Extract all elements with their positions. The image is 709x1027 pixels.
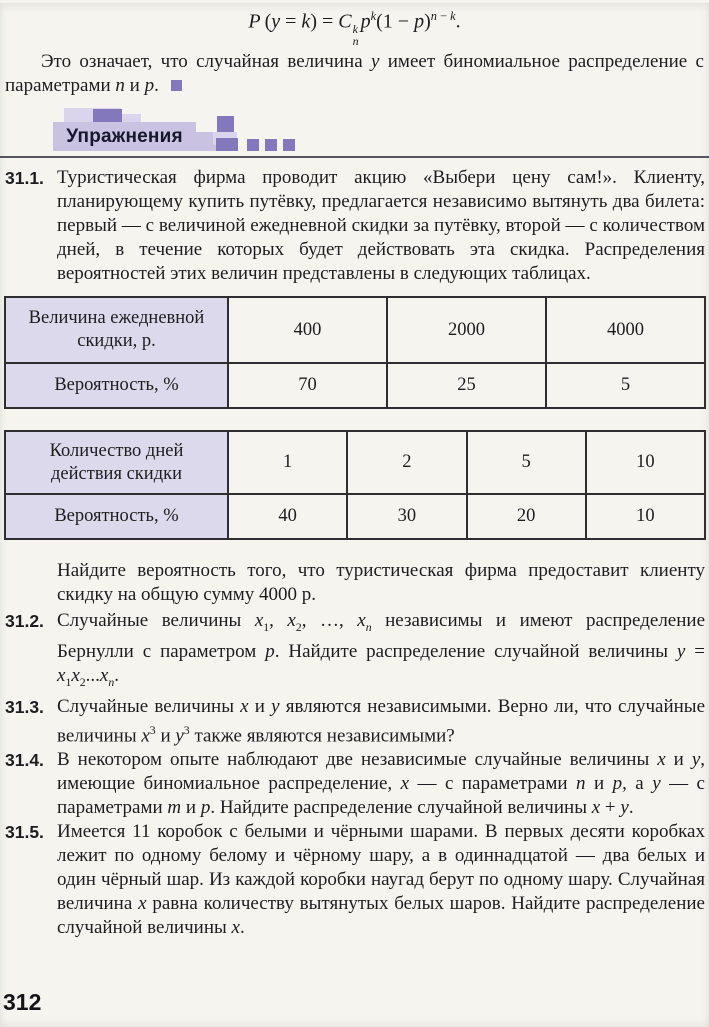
table-row [5,363,705,408]
section-divider [0,156,709,158]
textbook-page [0,3,709,1027]
banner-decor-block [265,139,277,151]
table-cell: 20 [467,494,586,539]
exercise-number: 31.2. [5,611,44,632]
intro-paragraph: Это означает, что случайная величина y имеет биномиальное распределение с параметрами n и p. [5,51,704,97]
table-cell: 10 [586,431,705,494]
banner-label-plate [53,122,196,151]
banner-decor-block [93,109,122,123]
table-cell: 2 [347,431,466,494]
row-header: Вероятность, % [5,363,228,408]
qed-square [171,80,182,91]
table-cell: 5 [467,431,586,494]
page-number: 312 [3,989,42,1015]
exercise-text: Случайные величины $x_1$, $x_2$, …, $x_n$ независимы и имеют распределение Бернулли с параметром p. Найдите распределение случайной величины $y = x_1x_2...x_n$. [57,610,705,689]
exercise-number: 31.4. [5,749,44,770]
discount-amount-table [4,296,706,409]
table-cell: 40 [228,494,347,539]
section-title: Упражнения [66,125,183,147]
exercise-text: Туристическая фирма проводит акцию «Выбери цену сам!». Клиенту, планирующему купить путёвку, предлагается независимо вытянуть два билета: первый — с величиной ежедневной скидки за путёвку, второй — с количеством дней, в течение которых будет действовать эта скидка. Распределения вероятностей этих величин представлены в следующих таблицах. [57,167,705,285]
banner-decor-block [283,139,295,151]
banner-decor-block [247,139,259,151]
exercise-text: Имеется 11 коробок с белыми и чёрными шарами. В первых десяти коробках лежит по одному белому и чёрному шару, а в одиннадцатой — два белых и один чёрный шар. Из каждой коробки наугад берут по одному шару. Случайная величина x равна количеству вытянутых белых шаров. Найдите распределение случайной величины x. [57,820,705,938]
exercise-31-5 [5,820,705,940]
table-cell: 4000 [546,297,705,363]
table-cell: 2000 [387,297,546,363]
table-cell: 5 [546,363,705,408]
table-cell: 1 [228,431,347,494]
banner-decor-block [217,116,234,132]
row-header: Величина ежедневной скидки, р. [5,297,228,363]
exercise-number: 31.5. [5,821,44,842]
exercise-31-2 [5,609,705,695]
table-row [5,494,705,539]
table-cell: 30 [347,494,466,539]
row-header: Вероятность, % [5,494,228,539]
table-cell: 400 [228,297,387,363]
table-cell: 25 [387,363,546,408]
exercise-31-1-question: Найдите вероятность того, что туристическая фирма предоставит клиенту скидку на общую сумму 4000 р. [57,560,705,606]
discount-days-table [4,430,706,540]
exercise-31-1 [5,166,705,286]
binomial-formula: P (y = k) = C k n $p^k(1 - p)^{n - k}$. [248,9,461,49]
exercise-text: В некотором опыте наблюдают две независимые случайные величины x и y, имеющие биномиальное распределение, x — с параметрами n и p, а y — с параметрами m и p. Найдите распределение случайной величины x + y. [57,748,705,818]
exercise-number: 31.3. [5,696,44,717]
table-cell: 10 [586,494,705,539]
exercise-31-3 [5,695,705,748]
exercise-number: 31.1. [5,168,44,189]
banner-decor-block [216,138,238,151]
table-row [5,431,705,494]
exercises-banner [0,106,709,155]
table-row [5,297,705,363]
exercise-text: Случайные величины x и y являются независимыми. Верно ли, что случайные величины $x^3$ и $y^3$ также являются независимыми? [57,695,705,746]
exercise-31-4 [5,748,705,820]
table-cell: 70 [228,363,387,408]
row-header: Количество дней действия скидки [5,431,228,494]
